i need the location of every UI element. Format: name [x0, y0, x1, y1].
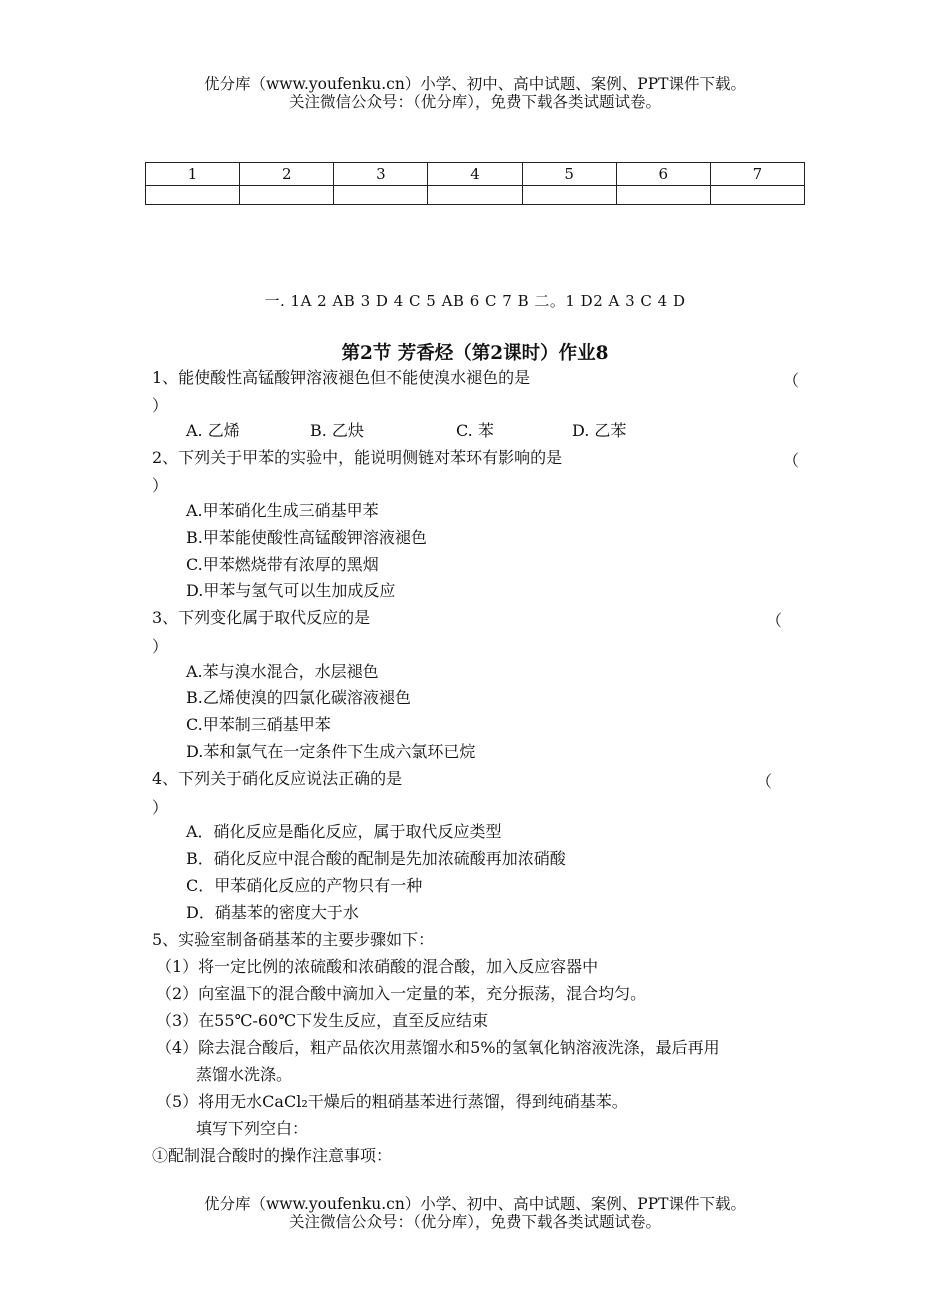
header-line-2: 关注微信公众号：（优分库），免费下载各类试题试卷。: [288, 93, 661, 111]
q2-close-paren: ）: [152, 476, 169, 495]
q2-stem: 2、下列关于甲苯的实验中，能说明侧链对苯环有影响的是: [152, 448, 563, 467]
q3-option-b: B.乙烯使溴的四氯化碳溶液褪色: [186, 688, 411, 707]
q4-option-b: B．硝化反应中混合酸的配制是先加浓硫酸再加浓硝酸: [186, 849, 566, 868]
answer-table: [145, 162, 805, 205]
q1-option-a: A. 乙烯: [186, 421, 240, 440]
footer-line-2: 关注微信公众号：（优分库），免费下载各类试题试卷。: [288, 1213, 661, 1231]
q5-step-4-continued: 蒸馏水洗涤。: [196, 1065, 293, 1084]
answer-cell: [240, 186, 334, 205]
answer-cell: [428, 186, 522, 205]
q4-option-d: D．硝基苯的密度大于水: [186, 903, 359, 922]
q1-close-paren: ）: [152, 396, 169, 415]
q1-option-b: B. 乙炔: [310, 421, 364, 440]
q3-open-paren: （: [766, 611, 783, 630]
q2-option-c: C.甲苯燃烧带有浓厚的黑烟: [186, 555, 379, 574]
q5-step-2: （2）向室温下的混合酸中滴加入一定量的苯，充分振荡，混合均匀。: [156, 984, 647, 1003]
header-line-1: 优分库（www.youfenku.cn）小学、初中、高中试题、案例、PPT课件下载。: [203, 75, 747, 93]
q5-fill-prompt: 填写下列空白：: [196, 1119, 309, 1138]
answer-table-col-7: 7: [710, 163, 804, 186]
q3-option-d: D.苯和氯气在一定条件下生成六氯环已烷: [186, 742, 476, 761]
q1-stem: 1、能使酸性高锰酸钾溶液褪色但不能使溴水褪色的是: [152, 368, 531, 387]
answer-table-header-row: [146, 163, 805, 186]
answer-cell: [710, 186, 804, 205]
q5-step-5: （5）将用无水CaCl₂干燥后的粗硝基苯进行蒸馏，得到纯硝基苯。: [156, 1092, 628, 1111]
answer-cell: [146, 186, 240, 205]
q4-option-c: C．甲苯硝化反应的产物只有一种: [186, 876, 423, 895]
q4-option-a: A．硝化反应是酯化反应，属于取代反应类型: [186, 822, 502, 841]
answer-table-col-3: 3: [334, 163, 428, 186]
q5-step-3: （3）在55℃-60℃下发生反应，直至反应结束: [156, 1011, 489, 1030]
q5-stem: 5、实验室制备硝基苯的主要步骤如下：: [152, 930, 435, 949]
footer-line-1: 优分库（www.youfenku.cn）小学、初中、高中试题、案例、PPT课件下载。: [203, 1195, 747, 1213]
page-title: 第2节 芳香烃（第2课时）作业8: [341, 343, 609, 364]
q5-sub-question-1: ①配制混合酸时的操作注意事项：: [152, 1146, 393, 1165]
q2-open-paren: （: [783, 451, 800, 470]
answer-table-col-1: 1: [146, 163, 240, 186]
q1-option-c: C. 苯: [456, 421, 494, 440]
q2-option-a: A.甲苯硝化生成三硝基甲苯: [186, 501, 379, 520]
q2-option-d: D.甲苯与氢气可以生加成反应: [186, 581, 396, 600]
answer-table-col-4: 4: [428, 163, 522, 186]
answer-table-col-6: 6: [616, 163, 710, 186]
answer-cell: [522, 186, 616, 205]
q3-option-a: A.苯与溴水混合，水层褪色: [186, 662, 379, 681]
q3-close-paren: ）: [152, 637, 169, 656]
q5-step-4: （4）除去混合酸后，粗产品依次用蒸馏水和5%的氢氧化钠溶液洗涤，最后再用: [156, 1038, 720, 1057]
answer-table-blank-row: [146, 186, 805, 205]
q5-step-1: （1）将一定比例的浓硫酸和浓硝酸的混合酸，加入反应容器中: [156, 957, 599, 976]
q2-option-b: B.甲苯能使酸性高锰酸钾溶液褪色: [186, 528, 427, 547]
q1-option-d: D. 乙苯: [572, 421, 627, 440]
q4-close-paren: ）: [152, 798, 169, 817]
answer-cell: [334, 186, 428, 205]
answer-key: 一. 1A 2 AB 3 D 4 C 5 AB 6 C 7 B 二。1 D2 A 3 C 4 D: [264, 292, 686, 310]
q1-open-paren: （: [783, 371, 800, 390]
answer-table-col-2: 2: [240, 163, 334, 186]
q4-open-paren: （: [756, 772, 773, 791]
q4-stem: 4、下列关于硝化反应说法正确的是: [152, 769, 403, 788]
answer-cell: [616, 186, 710, 205]
q3-stem: 3、下列变化属于取代反应的是: [152, 608, 371, 627]
q3-option-c: C.甲苯制三硝基甲苯: [186, 715, 331, 734]
answer-table-col-5: 5: [522, 163, 616, 186]
